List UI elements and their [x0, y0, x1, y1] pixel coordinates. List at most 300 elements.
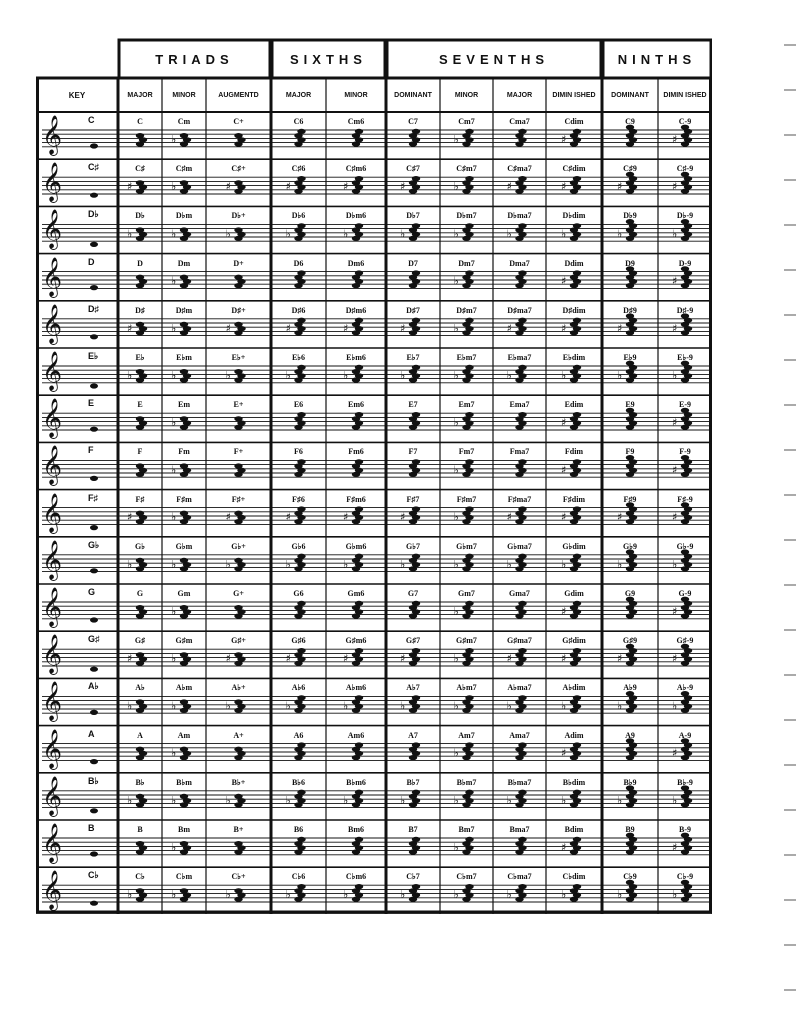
chord-notes-icon	[507, 506, 527, 524]
chord-notes-icon	[171, 463, 191, 477]
chord-notes-icon	[561, 365, 581, 383]
chord-notes-icon	[171, 227, 191, 241]
chord-name: C♯m	[175, 164, 193, 174]
chord-name: E♭ma7	[507, 353, 532, 362]
chord-notes-icon	[561, 223, 581, 241]
chord-name: E♭m6	[346, 353, 366, 362]
chord-notes-icon	[127, 511, 147, 525]
row-key-label: B♭	[88, 775, 99, 786]
chord-name: A♭ma7	[507, 683, 532, 693]
accidental-icon: ♯	[343, 180, 349, 194]
row-key-label: E	[88, 398, 95, 409]
chord-notes-icon	[294, 459, 305, 477]
chord-notes-icon	[343, 365, 363, 383]
treble-clef-icon: 𝄞	[42, 209, 63, 250]
chord-name: G♯6	[291, 636, 306, 646]
chord-name: D♭dim	[562, 211, 586, 221]
chord-name: C♭7	[406, 872, 420, 882]
chord-name: G♭ma7	[507, 541, 532, 551]
chord-notes-icon	[234, 605, 245, 619]
chord-name: B♭6	[291, 777, 306, 787]
accidental-icon: ♯	[343, 510, 349, 524]
chord-name: Em7	[458, 400, 475, 410]
accidental-icon: ♯	[561, 180, 567, 194]
chord-name: G♯	[134, 636, 146, 646]
accidental-icon: ♭	[561, 227, 567, 241]
row-key-label: F♯	[88, 492, 98, 503]
chord-name: A♭7	[406, 683, 420, 693]
chord-notes-icon	[226, 558, 246, 572]
chord-notes-icon	[454, 648, 474, 666]
chord-notes-icon	[409, 601, 420, 619]
chord-name: C♯ma7	[507, 164, 532, 174]
treble-clef-icon: 𝄞	[42, 775, 63, 816]
chord-name: Bma7	[509, 825, 530, 834]
chord-name: B6	[293, 825, 304, 834]
chord-notes-icon	[515, 601, 526, 619]
chord-name: Fm	[178, 447, 190, 457]
chord-notes-icon	[400, 318, 420, 336]
accidental-icon: ♭	[127, 227, 133, 241]
accidental-icon: ♯	[225, 321, 231, 335]
chord-notes-icon	[515, 270, 526, 288]
chord-name: C♯+	[231, 164, 246, 174]
chord-name: C♭-9	[676, 872, 694, 882]
notehead-icon	[90, 808, 98, 813]
chord-name: C6	[293, 117, 304, 126]
accidental-icon: ♯	[617, 321, 623, 335]
chord-name: G	[136, 589, 144, 598]
chord-name: B♭m6	[346, 777, 366, 787]
chord-notes-icon	[352, 837, 363, 855]
chord-notes-icon	[343, 506, 363, 524]
chord-name: A♭m	[175, 683, 193, 693]
chord-notes-icon	[400, 884, 420, 902]
chord-notes-icon	[343, 318, 363, 336]
chord-notes-icon	[127, 794, 147, 808]
accidental-icon: ♭	[561, 557, 567, 571]
notehead-icon	[90, 901, 98, 906]
chord-name: Cm	[177, 117, 191, 126]
treble-clef-icon: 𝄞	[42, 162, 63, 203]
chord-notes-icon	[226, 511, 246, 525]
chord-name: G♭+	[231, 541, 246, 551]
chord-name: Cma7	[509, 117, 530, 126]
chord-name: G9	[624, 589, 636, 598]
chord-name: B♭7	[406, 777, 420, 787]
column-header: MAJOR	[127, 92, 153, 99]
accidental-icon: ♭	[343, 793, 349, 807]
accidental-icon: ♯	[672, 274, 678, 288]
chord-name: C♯-9	[676, 164, 694, 174]
chord-notes-icon	[561, 601, 581, 619]
chord-notes-icon	[561, 742, 581, 760]
chord-name: C♯dim	[562, 164, 586, 174]
chord-name: G+	[233, 589, 244, 598]
accidental-icon: ♯	[225, 510, 231, 524]
chord-name: C-9	[678, 117, 692, 126]
chord-notes-icon	[515, 459, 526, 477]
chord-notes-icon	[400, 176, 420, 194]
chord-name: A9	[625, 730, 635, 740]
chord-notes-icon	[294, 601, 305, 619]
accidental-icon: ♯	[672, 416, 678, 430]
chord-name: F7	[408, 447, 418, 457]
chord-notes-icon	[409, 837, 420, 855]
chord-notes-icon	[286, 176, 306, 194]
chord-name: F	[137, 447, 143, 457]
accidental-icon: ♭	[171, 416, 177, 430]
chord-name: D-9	[678, 258, 692, 268]
accidental-icon: ♯	[506, 652, 512, 666]
accidental-icon: ♭	[171, 180, 177, 194]
notehead-icon	[90, 334, 98, 339]
chord-notes-icon	[561, 412, 581, 430]
chord-name: C♭dim	[562, 872, 586, 882]
column-header: AUGMENTD	[218, 92, 259, 99]
chord-name: Em6	[348, 400, 364, 410]
notehead-icon	[90, 383, 98, 388]
chord-name: G♭6	[291, 541, 306, 551]
chord-notes-icon	[507, 884, 527, 902]
accidental-icon: ♭	[171, 321, 177, 335]
accidental-icon: ♭	[453, 652, 459, 666]
chord-name: F♯ma7	[507, 494, 532, 504]
accidental-icon: ♭	[400, 557, 406, 571]
chord-notes-icon	[343, 554, 363, 572]
accidental-icon: ♭	[285, 793, 291, 807]
chord-name: D7	[408, 258, 418, 268]
chord-notes-icon	[454, 837, 474, 855]
chord-name: B9	[625, 825, 635, 834]
chord-name: C♭m6	[345, 872, 367, 882]
chord-notes-icon	[127, 888, 147, 902]
chord-name: Dm	[177, 258, 191, 268]
notehead-icon	[90, 710, 98, 715]
chord-name: A♭9	[623, 683, 637, 693]
row-key-label: C♯	[88, 162, 99, 173]
chord-name: F♯+	[231, 494, 246, 504]
accidental-icon: ♭	[672, 888, 678, 902]
chord-notes-icon	[171, 888, 191, 902]
chord-name: B♭9	[623, 777, 637, 787]
chord-notes-icon	[343, 176, 363, 194]
accidental-icon: ♯	[225, 180, 231, 194]
chord-notes-icon	[454, 223, 474, 241]
accidental-icon: ♯	[561, 463, 567, 477]
chord-name: B+	[233, 825, 244, 834]
chord-name: E♭7	[406, 353, 420, 362]
chord-name: B♭-9	[677, 777, 693, 787]
accidental-icon: ♭	[285, 227, 291, 241]
notehead-icon	[90, 193, 98, 198]
chord-name: D♭7	[406, 211, 420, 221]
chord-name: D+	[233, 258, 244, 268]
chord-notes-icon	[400, 223, 420, 241]
chord-notes-icon	[226, 652, 246, 666]
chord-notes-icon	[171, 133, 191, 147]
accidental-icon: ♭	[506, 888, 512, 902]
accidental-icon: ♭	[225, 557, 231, 571]
column-header: DOMINANT	[611, 92, 649, 99]
accidental-icon: ♭	[453, 133, 459, 146]
chord-notes-icon	[561, 790, 581, 808]
chord-notes-icon	[127, 227, 147, 241]
accidental-icon: ♭	[285, 699, 291, 713]
chord-notes-icon	[400, 790, 420, 808]
margin-tick-marks	[760, 0, 800, 1036]
treble-clef-icon: 𝄞	[42, 115, 63, 155]
treble-clef-icon: 𝄞	[42, 634, 63, 675]
accidental-icon: ♯	[672, 510, 678, 524]
column-header: DOMINANT	[394, 92, 432, 99]
chord-name: D♯m6	[345, 305, 367, 315]
accidental-icon: ♭	[672, 699, 678, 713]
accidental-icon: ♭	[453, 746, 459, 760]
treble-clef-icon: 𝄞	[42, 870, 63, 911]
chord-name: B♭ma7	[507, 777, 532, 787]
accidental-icon: ♯	[127, 652, 133, 666]
chord-notes-icon	[136, 747, 147, 761]
chord-notes-icon	[234, 747, 245, 761]
chord-name: Ama7	[509, 730, 530, 740]
chord-name: A♭dim	[562, 683, 586, 693]
accidental-icon: ♯	[506, 321, 512, 335]
accidental-icon: ♯	[561, 133, 567, 146]
chord-notes-icon	[127, 652, 147, 666]
chord-name: Fm6	[348, 447, 364, 457]
chord-name: E♭6	[291, 353, 306, 362]
accidental-icon: ♯	[127, 180, 133, 194]
chord-notes-icon	[286, 695, 306, 713]
chord-notes-icon	[286, 648, 306, 666]
accidental-icon: ♭	[400, 369, 406, 382]
chord-name: D♯m	[175, 305, 193, 315]
chord-name: Gdim	[564, 589, 584, 598]
accidental-icon: ♯	[400, 180, 406, 194]
chord-notes-icon	[454, 554, 474, 572]
accidental-icon: ♭	[343, 557, 349, 571]
accidental-icon: ♭	[453, 888, 459, 902]
chord-notes-icon	[454, 176, 474, 194]
chord-notes-icon	[226, 227, 246, 241]
row-key-label: G♯	[88, 634, 100, 645]
chord-notes-icon	[127, 369, 147, 383]
accidental-icon: ♯	[672, 463, 678, 477]
notehead-icon	[90, 568, 98, 573]
column-header: MINOR	[172, 92, 196, 99]
notehead-icon	[90, 476, 98, 481]
chord-name: A♭-9	[676, 683, 694, 693]
chord-notes-icon	[507, 790, 527, 808]
chord-notes-icon	[454, 742, 474, 760]
chord-name: Gm	[177, 589, 191, 598]
chord-notes-icon	[400, 695, 420, 713]
chord-notes-icon	[454, 318, 474, 336]
accidental-icon: ♭	[343, 888, 349, 902]
chord-notes-icon	[171, 699, 191, 713]
chord-name: D♭9	[623, 211, 637, 221]
chord-name: G♭m	[175, 541, 193, 551]
chord-name: C7	[408, 117, 418, 126]
chord-name: B♭m7	[456, 777, 477, 787]
accidental-icon: ♭	[127, 369, 133, 382]
accidental-icon: ♭	[561, 888, 567, 902]
chord-name: C♯9	[623, 164, 637, 174]
chord-notes-icon	[352, 742, 363, 760]
chord-notes-icon	[294, 129, 305, 147]
accidental-icon: ♭	[672, 227, 678, 241]
chord-name: G♭	[135, 541, 145, 551]
accidental-icon: ♭	[225, 793, 231, 807]
chord-name: A7	[408, 730, 418, 740]
chord-name: Cm7	[458, 117, 475, 126]
accidental-icon: ♯	[506, 510, 512, 524]
accidental-icon: ♭	[343, 227, 349, 241]
group-label: SEVENTHS	[438, 52, 550, 67]
accidental-icon: ♭	[171, 699, 177, 713]
chord-name: B7	[408, 825, 418, 834]
chord-notes-icon	[507, 695, 527, 713]
accidental-icon: ♯	[285, 180, 291, 194]
accidental-icon: ♯	[672, 605, 678, 618]
chord-notes-icon	[561, 648, 581, 666]
accidental-icon: ♭	[506, 793, 512, 807]
chord-name: A	[137, 730, 143, 740]
chord-notes-icon	[352, 129, 363, 147]
chord-name: C♭m7	[456, 872, 477, 882]
chord-notes-icon	[286, 223, 306, 241]
accidental-icon: ♯	[561, 416, 567, 430]
chord-notes-icon	[507, 648, 527, 666]
chord-name: B♭m	[176, 777, 192, 787]
treble-clef-icon: 𝄞	[42, 492, 63, 533]
accidental-icon: ♯	[400, 652, 406, 666]
chord-notes-icon	[454, 365, 474, 383]
accidental-icon: ♯	[561, 274, 567, 288]
chord-name: E6	[293, 400, 304, 410]
chord-notes-icon	[343, 648, 363, 666]
chord-name: F♯m6	[346, 494, 366, 504]
group-label: TRIADS	[155, 52, 234, 67]
accidental-icon: ♭	[506, 557, 512, 571]
chord-notes-icon	[454, 790, 474, 808]
chord-name: C♯	[135, 164, 145, 174]
chord-notes-icon	[294, 837, 305, 855]
row-key-label: E♭	[88, 351, 99, 361]
chord-name: F♯m	[176, 494, 192, 504]
chord-name: G♭m7	[456, 541, 477, 551]
chord-notes-icon	[286, 365, 306, 383]
chord-name: Bm6	[348, 825, 364, 834]
chord-notes-icon	[507, 365, 527, 383]
chord-name: Bdim	[564, 825, 584, 834]
treble-clef-icon: 𝄞	[42, 256, 63, 297]
accidental-icon: ♭	[617, 557, 623, 571]
chord-name: D♯m7	[456, 305, 477, 315]
accidental-icon: ♯	[127, 510, 133, 524]
accidental-icon: ♭	[453, 416, 459, 430]
accidental-icon: ♭	[171, 463, 177, 477]
treble-clef-icon: 𝄞	[42, 398, 63, 439]
group-label: NINTHS	[617, 52, 697, 67]
accidental-icon: ♯	[285, 510, 291, 524]
chord-notes-icon	[507, 223, 527, 241]
chord-notes-icon	[343, 884, 363, 902]
notehead-icon	[90, 617, 98, 622]
accidental-icon: ♯	[225, 652, 231, 666]
notehead-icon	[90, 427, 98, 432]
chord-name: B♭+	[231, 777, 246, 787]
chord-notes-icon	[234, 416, 245, 430]
chord-notes-icon	[171, 794, 191, 808]
chord-notes-icon	[234, 133, 245, 147]
chord-name: Bm7	[458, 825, 475, 834]
chord-notes-icon	[409, 459, 420, 477]
chord-name: G-9	[678, 589, 692, 598]
chord-name: E7	[408, 400, 418, 410]
chord-name: D♭ma7	[507, 211, 532, 221]
accidental-icon: ♭	[127, 888, 133, 902]
chord-name: F♯m7	[456, 494, 477, 504]
notehead-icon	[90, 525, 98, 530]
column-header: DIMIN ISHED	[663, 92, 707, 99]
notehead-icon	[90, 285, 98, 290]
group-label: SIXTHS	[290, 52, 367, 67]
chord-name: E♭-9	[677, 353, 693, 362]
chord-name: G♯9	[622, 636, 638, 646]
chord-notes-icon	[171, 605, 191, 619]
chord-name: D6	[293, 258, 304, 268]
chord-name: C♭m	[175, 872, 193, 882]
chord-notes-icon	[507, 176, 527, 194]
accidental-icon: ♯	[672, 652, 678, 666]
chord-notes-icon	[400, 554, 420, 572]
chord-name: D♭m	[175, 211, 193, 221]
chord-notes-icon	[343, 790, 363, 808]
accidental-icon: ♭	[127, 557, 133, 571]
row-key-label: D♯	[88, 303, 99, 314]
accidental-icon: ♭	[453, 841, 459, 854]
accidental-icon: ♯	[506, 180, 512, 194]
accidental-icon: ♭	[285, 888, 291, 902]
chord-notes-icon	[507, 554, 527, 572]
chord-name: E+	[233, 400, 244, 410]
accidental-icon: ♭	[225, 699, 231, 713]
accidental-icon: ♭	[561, 369, 567, 382]
accidental-icon: ♭	[617, 888, 623, 902]
treble-clef-icon: 𝄞	[42, 728, 63, 769]
chord-notes-icon	[561, 176, 581, 194]
chord-name: G♭m6	[345, 541, 367, 551]
column-header: MAJOR	[285, 92, 312, 99]
accidental-icon: ♯	[617, 180, 623, 194]
chord-notes-icon	[226, 322, 246, 336]
key-column-header: KEY	[68, 91, 86, 100]
chord-name: E♭dim	[562, 353, 586, 362]
chord-notes-icon	[127, 558, 147, 572]
chord-name: Am7	[458, 730, 475, 740]
chord-name: F9	[625, 447, 635, 457]
chord-name: Gma7	[509, 589, 530, 598]
chord-notes-icon	[515, 837, 526, 855]
chord-notes-icon	[294, 412, 305, 430]
accidental-icon: ♭	[453, 274, 459, 288]
accidental-icon: ♭	[561, 699, 567, 713]
chord-notes-icon	[226, 369, 246, 383]
accidental-icon: ♯	[561, 321, 567, 335]
chord-name: C♯7	[406, 164, 420, 174]
